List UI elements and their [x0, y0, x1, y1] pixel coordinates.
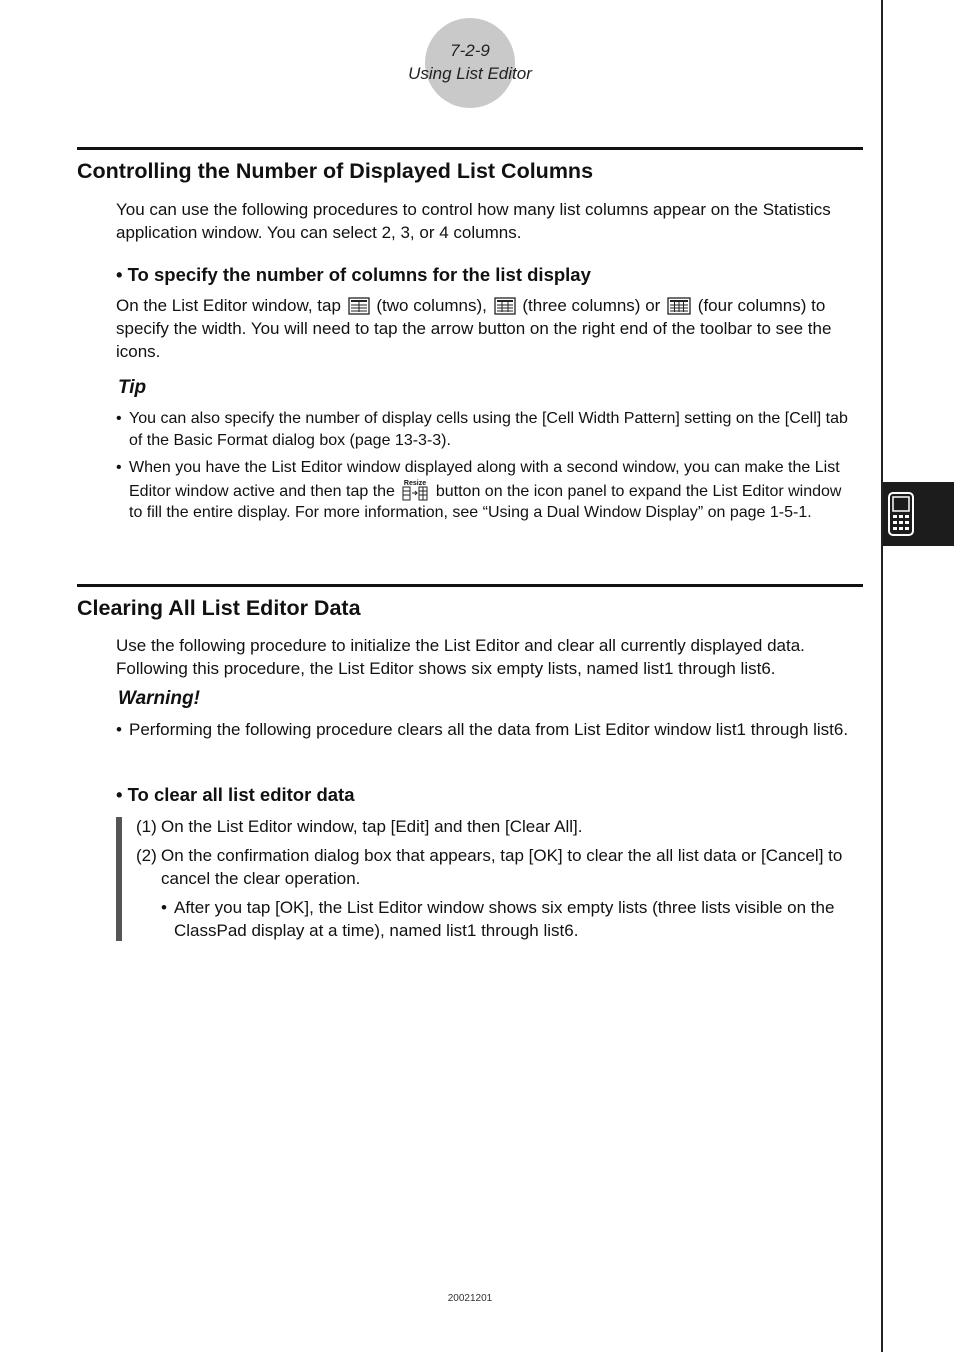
section-rule	[77, 584, 863, 587]
svg-text:Resize: Resize	[404, 479, 427, 487]
tip-bullet: • You can also specify the number of display cells using the [Cell Width Pattern] setting on the [Cell] tab of the Basic Format dialog box (page 13-3-3).	[116, 408, 858, 451]
procedure-bar	[116, 817, 122, 941]
procedure-step: (2) On the confirmation dialog box that appears, tap [OK] to clear the all list data or [Cancel] to cancel the clear operation.	[136, 846, 843, 888]
tip-bullet: • When you have the List Editor window displayed along with a second window, you can make the List Editor window active and then tap the Resize button on the icon panel to expand the List Editor window to fill the entire display. For more information, see “Using a Dual Window Display” on page 1-5-1.	[116, 457, 858, 524]
two-columns-icon[interactable]	[348, 297, 370, 315]
four-columns-icon[interactable]	[667, 297, 691, 315]
warning-label: Warning!	[118, 688, 200, 709]
section-intro: Use the following procedure to initialize the List Editor and clear all currently displayed data. Following this procedure, the List Editor shows six empty lists, named list1 through list6.	[116, 636, 805, 678]
section-intro: You can use the following procedures to control how many list columns appear on the Statistics application window. You can select 2, 3, or 4 columns.	[116, 200, 831, 242]
chapter-title: Using List Editor	[408, 64, 532, 83]
resize-icon[interactable]	[401, 479, 429, 501]
section-title: Controlling the Number of Displayed List Columns	[77, 159, 594, 183]
calculator-icon	[887, 492, 915, 536]
tip-label: Tip	[118, 377, 147, 398]
page-edge-rule	[881, 0, 883, 1352]
section-title: Clearing All List Editor Data	[77, 596, 361, 620]
warning-bullet: • Performing the following procedure clears all the data from List Editor window list1 through list6.	[116, 718, 858, 741]
chapter-tab	[883, 482, 954, 546]
procedure-text: On the List Editor window, tap (two columns), (three columns) or (four columns) to specify the width. You will need to tap the arrow button on the right end of the toolbar to see the icons.	[116, 296, 832, 361]
section-rule	[77, 147, 863, 150]
step-note: • After you tap [OK], the List Editor window shows six empty lists (three lists visible on the ClassPad display at a time), named list1 through list6.	[161, 896, 861, 942]
procedure-step: (1) On the List Editor window, tap [Edit] and then [Clear All].	[136, 817, 583, 836]
header-badge	[425, 18, 515, 108]
page-number: 7-2-9	[450, 41, 490, 60]
three-columns-icon[interactable]	[494, 297, 516, 315]
procedure-heading: • To specify the number of columns for the list display	[116, 264, 591, 285]
procedure-heading: • To clear all list editor data	[116, 784, 355, 805]
footer-code: 20021201	[447, 1293, 493, 1304]
